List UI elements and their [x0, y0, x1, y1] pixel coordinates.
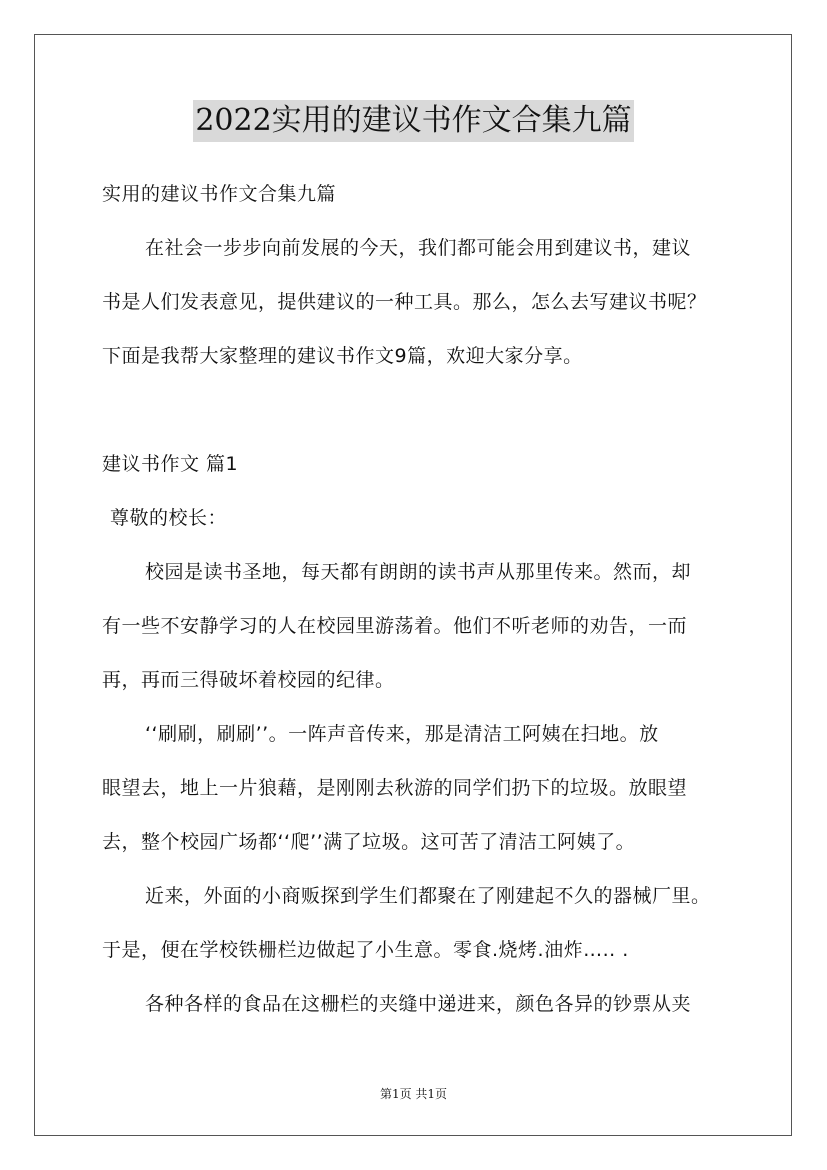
section-heading: 建议书作文 篇1 — [102, 453, 239, 475]
paragraph-line: 下面是我帮大家整理的建议书作文9篇，欢迎大家分享。 — [102, 345, 583, 367]
paragraph-line: 近来，外面的小商贩探到学生们都聚在了刚建起不久的器械厂里。 — [145, 885, 711, 907]
paragraph-line: ‘‘刷刷，刷刷’’。一阵声音传来，那是清洁工阿姨在扫地。放 — [145, 723, 659, 745]
paragraph-line: 去，整个校园广场都‘‘爬’’满了垃圾。这可苦了清洁工阿姨了。 — [102, 831, 636, 853]
document-title: 2022实用的建议书作文合集九篇 — [193, 100, 633, 142]
title-container — [0, 100, 827, 142]
paragraph-line: 在社会一步步向前发展的今天，我们都可能会用到建议书，建议 — [145, 237, 692, 259]
paragraph-line: 于是，便在学校铁栅栏边做起了小生意。零食.烧烤.油炸….. . — [102, 939, 629, 961]
subtitle-line: 实用的建议书作文合集九篇 — [102, 183, 337, 205]
paragraph-line: 有一些不安静学习的人在校园里游荡着。他们不听老师的劝告，一而 — [102, 615, 688, 637]
paragraph-line: 书是人们发表意见，提供建议的一种工具。那么，怎么去写建议书呢？ — [102, 291, 707, 313]
paragraph-line: 校园是读书圣地，每天都有朗朗的读书声从那里传来。然而，却 — [145, 561, 692, 583]
paragraph-line: 再，再而三得破坏着校园的纪律。 — [102, 669, 395, 691]
paragraph-line: 各种各样的食品在这栅栏的夹缝中递进来，颜色各异的钞票从夹 — [145, 993, 692, 1015]
paragraph-line: 眼望去，地上一片狼藉，是刚刚去秋游的同学们扔下的垃圾。放眼望 — [102, 777, 688, 799]
salutation-line: 尊敬的校长： — [110, 507, 228, 529]
page-number-footer: 第1页 共1页 — [379, 1087, 448, 1101]
